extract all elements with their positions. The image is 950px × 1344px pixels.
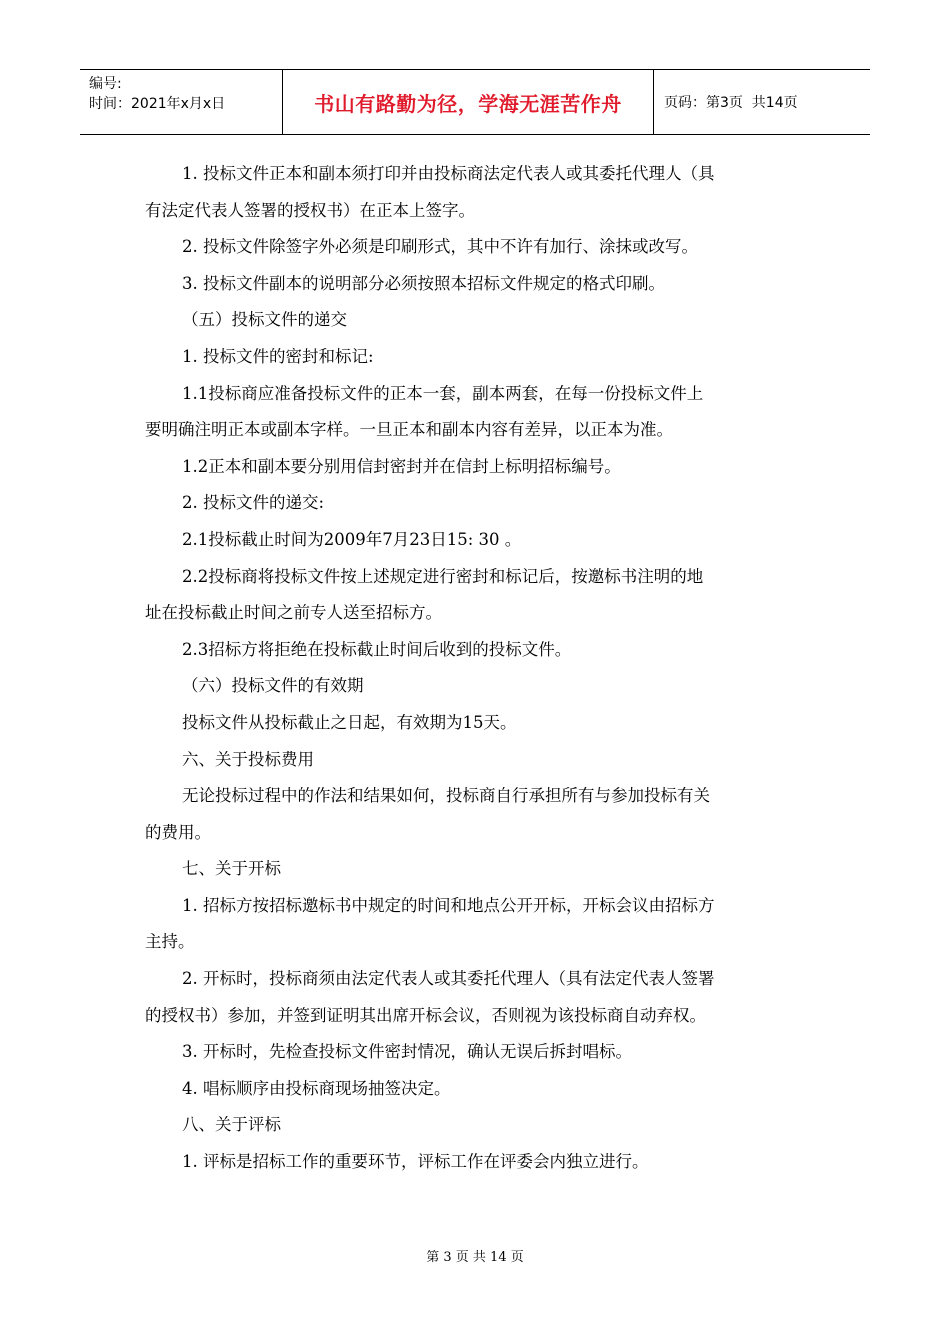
page-header: [80, 69, 870, 135]
body-line: 2. 投标文件除签字外必须是印刷形式，其中不许有加行、涂抹或改写。: [182, 237, 698, 257]
body-line: （五）投标文件的递交: [182, 310, 347, 330]
header-page-info: 页码：第3页 共14页: [664, 95, 798, 111]
body-line: 2. 投标文件的递交:: [182, 493, 325, 513]
body-line: 1. 投标文件正本和副本须打印并由投标商法定代表人或其委托代理人（具: [182, 164, 715, 183]
document-number-label: 编号:: [89, 76, 122, 92]
body-line: 投标文件从投标截止之日起，有效期为15天。: [182, 712, 517, 732]
header-motto: 书山有路勤为径，学海无涯苦作舟: [283, 70, 654, 134]
body-line: 4. 唱标顺序由投标商现场抽签决定。: [182, 1078, 451, 1098]
body-line: 八、关于评标: [182, 1115, 281, 1135]
page-footer: 第 3 页 共 14 页: [426, 1250, 524, 1265]
document-body: [145, 156, 805, 1181]
body-line: 有法定代表人签署的授权书）在正本上签字。: [145, 200, 475, 220]
body-line: 2. 开标时，投标商须由法定代表人或其委托代理人（具有法定代表人签署: [182, 969, 715, 989]
body-line: 1.1投标商应准备投标文件的正本一套，副本两套，在每一份投标文件上: [182, 383, 704, 403]
body-line: 2.1投标截止时间为2009年7月23日15: 30 。: [182, 529, 522, 549]
body-line: 1. 招标方按招标邀标书中规定的时间和地点公开开标，开标会议由招标方: [182, 895, 715, 915]
body-line: 六、关于投标费用: [182, 749, 314, 769]
body-line: 无论投标过程中的作法和结果如何，投标商自行承担所有与参加投标有关: [182, 786, 710, 806]
body-line: 址在投标截止时间之前专人送至招标方。: [145, 603, 442, 623]
body-line: （六）投标文件的有效期: [182, 676, 364, 696]
body-line: 3. 开标时，先检查投标文件密封情况，确认无误后拆封唱标。: [182, 1042, 632, 1062]
body-line: 主持。: [145, 932, 195, 952]
body-line: 的授权书）参加，并签到证明其出席开标会议，否则视为该投标商自动弃权。: [145, 1005, 706, 1025]
body-line: 3. 投标文件副本的说明部分必须按照本招标文件规定的格式印刷。: [182, 273, 665, 293]
body-line: 的费用。: [145, 822, 211, 842]
body-line: 七、关于开标: [182, 859, 281, 879]
body-line: 1.2正本和副本要分别用信封密封并在信封上标明招标编号。: [182, 456, 621, 476]
body-line: 1. 投标文件的密封和标记:: [182, 346, 374, 366]
header-meta: [80, 70, 283, 134]
document-date: 时间：2021年x月x日: [89, 96, 226, 112]
body-line: 1. 评标是招标工作的重要环节，评标工作在评委会内独立进行。: [182, 1152, 649, 1172]
body-line: 2.2投标商将投标文件按上述规定进行密封和标记后，按邀标书注明的地: [182, 566, 704, 586]
body-line: 2.3招标方将拒绝在投标截止时间后收到的投标文件。: [182, 639, 572, 659]
body-line: 要明确注明正本或副本字样。一旦正本和副本内容有差异，以正本为准。: [145, 420, 673, 440]
